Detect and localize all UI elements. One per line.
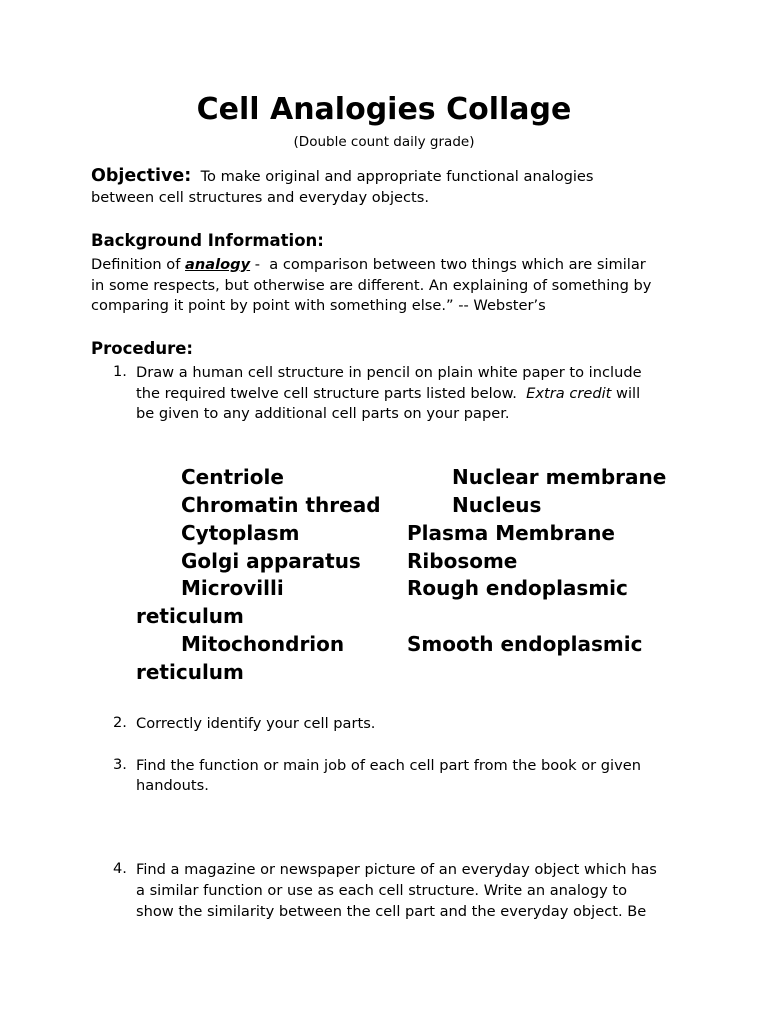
step-2-line-1: Correctly identify your cell parts.	[136, 715, 376, 732]
step-4-number: 4.	[113, 860, 127, 877]
cell-part-left: Cytoplasm	[181, 521, 300, 545]
definition-rest: - a comparison between two things which are similar	[250, 256, 646, 273]
step-3-line-1: Find the function or main job of each cell part from the book or given	[136, 757, 641, 774]
step-3-number: 3.	[113, 756, 127, 773]
cell-part-right: Plasma Membrane	[407, 521, 615, 545]
definition-term: analogy	[185, 256, 251, 273]
step-1-line-3: be given to any additional cell parts on your paper.	[136, 405, 510, 422]
cell-part-left: Microvilli	[181, 576, 284, 600]
step-1-number: 1.	[113, 363, 127, 380]
background-line-2: in some respects, but otherwise are different. An explaining of something by	[91, 277, 652, 294]
cell-part-right: Rough endoplasmic	[407, 576, 628, 600]
background-line-1	[91, 255, 646, 276]
step-2-number: 2.	[113, 714, 127, 731]
objective-heading: Objective:	[91, 166, 192, 186]
cell-part-right: Smooth endoplasmic	[407, 632, 643, 656]
procedure-heading: Procedure:	[91, 339, 194, 358]
background-heading: Background Information:	[91, 231, 324, 250]
step-1-line-2	[136, 384, 640, 405]
step-1-line-2-end: will	[611, 385, 641, 402]
objective-text-1: To make original and appropriate functional analogies	[200, 168, 594, 185]
step-4-line-1: Find a magazine or newspaper picture of an everyday object which has	[136, 861, 657, 878]
background-line-3: comparing it point by point with something else.” -- Webster’s	[91, 297, 546, 314]
cell-part-left: Mitochondrion	[181, 632, 345, 656]
cell-part-left: Centriole	[181, 465, 284, 489]
step-3-line-2: handouts.	[136, 777, 209, 794]
step-1-line-1: Draw a human cell structure in pencil on plain white paper to include	[136, 364, 642, 381]
page-subtitle: (Double count daily grade)	[293, 134, 475, 150]
cell-part-wrap: reticulum	[136, 660, 244, 684]
step-4-line-2: a similar function or use as each cell structure. Write an analogy to	[136, 882, 628, 899]
step-4-line-3: show the similarity between the cell part and the everyday object. Be	[136, 903, 647, 920]
extra-credit-text: Extra credit	[526, 385, 612, 402]
cell-part-right: Nuclear membrane	[452, 465, 667, 489]
cell-part-right: Nucleus	[452, 493, 542, 517]
cell-part-right: Ribosome	[407, 549, 518, 573]
cell-part-wrap: reticulum	[136, 604, 244, 628]
page-title: Cell Analogies Collage	[196, 92, 572, 127]
objective-line-1	[91, 166, 594, 188]
objective-text-2: between cell structures and everyday objects.	[91, 189, 429, 206]
cell-part-left: Golgi apparatus	[181, 549, 361, 573]
cell-part-left: Chromatin thread	[181, 493, 381, 517]
step-1-line-2-text: the required twelve cell structure parts listed below.	[136, 385, 527, 402]
definition-prefix: Definition of	[91, 256, 186, 273]
